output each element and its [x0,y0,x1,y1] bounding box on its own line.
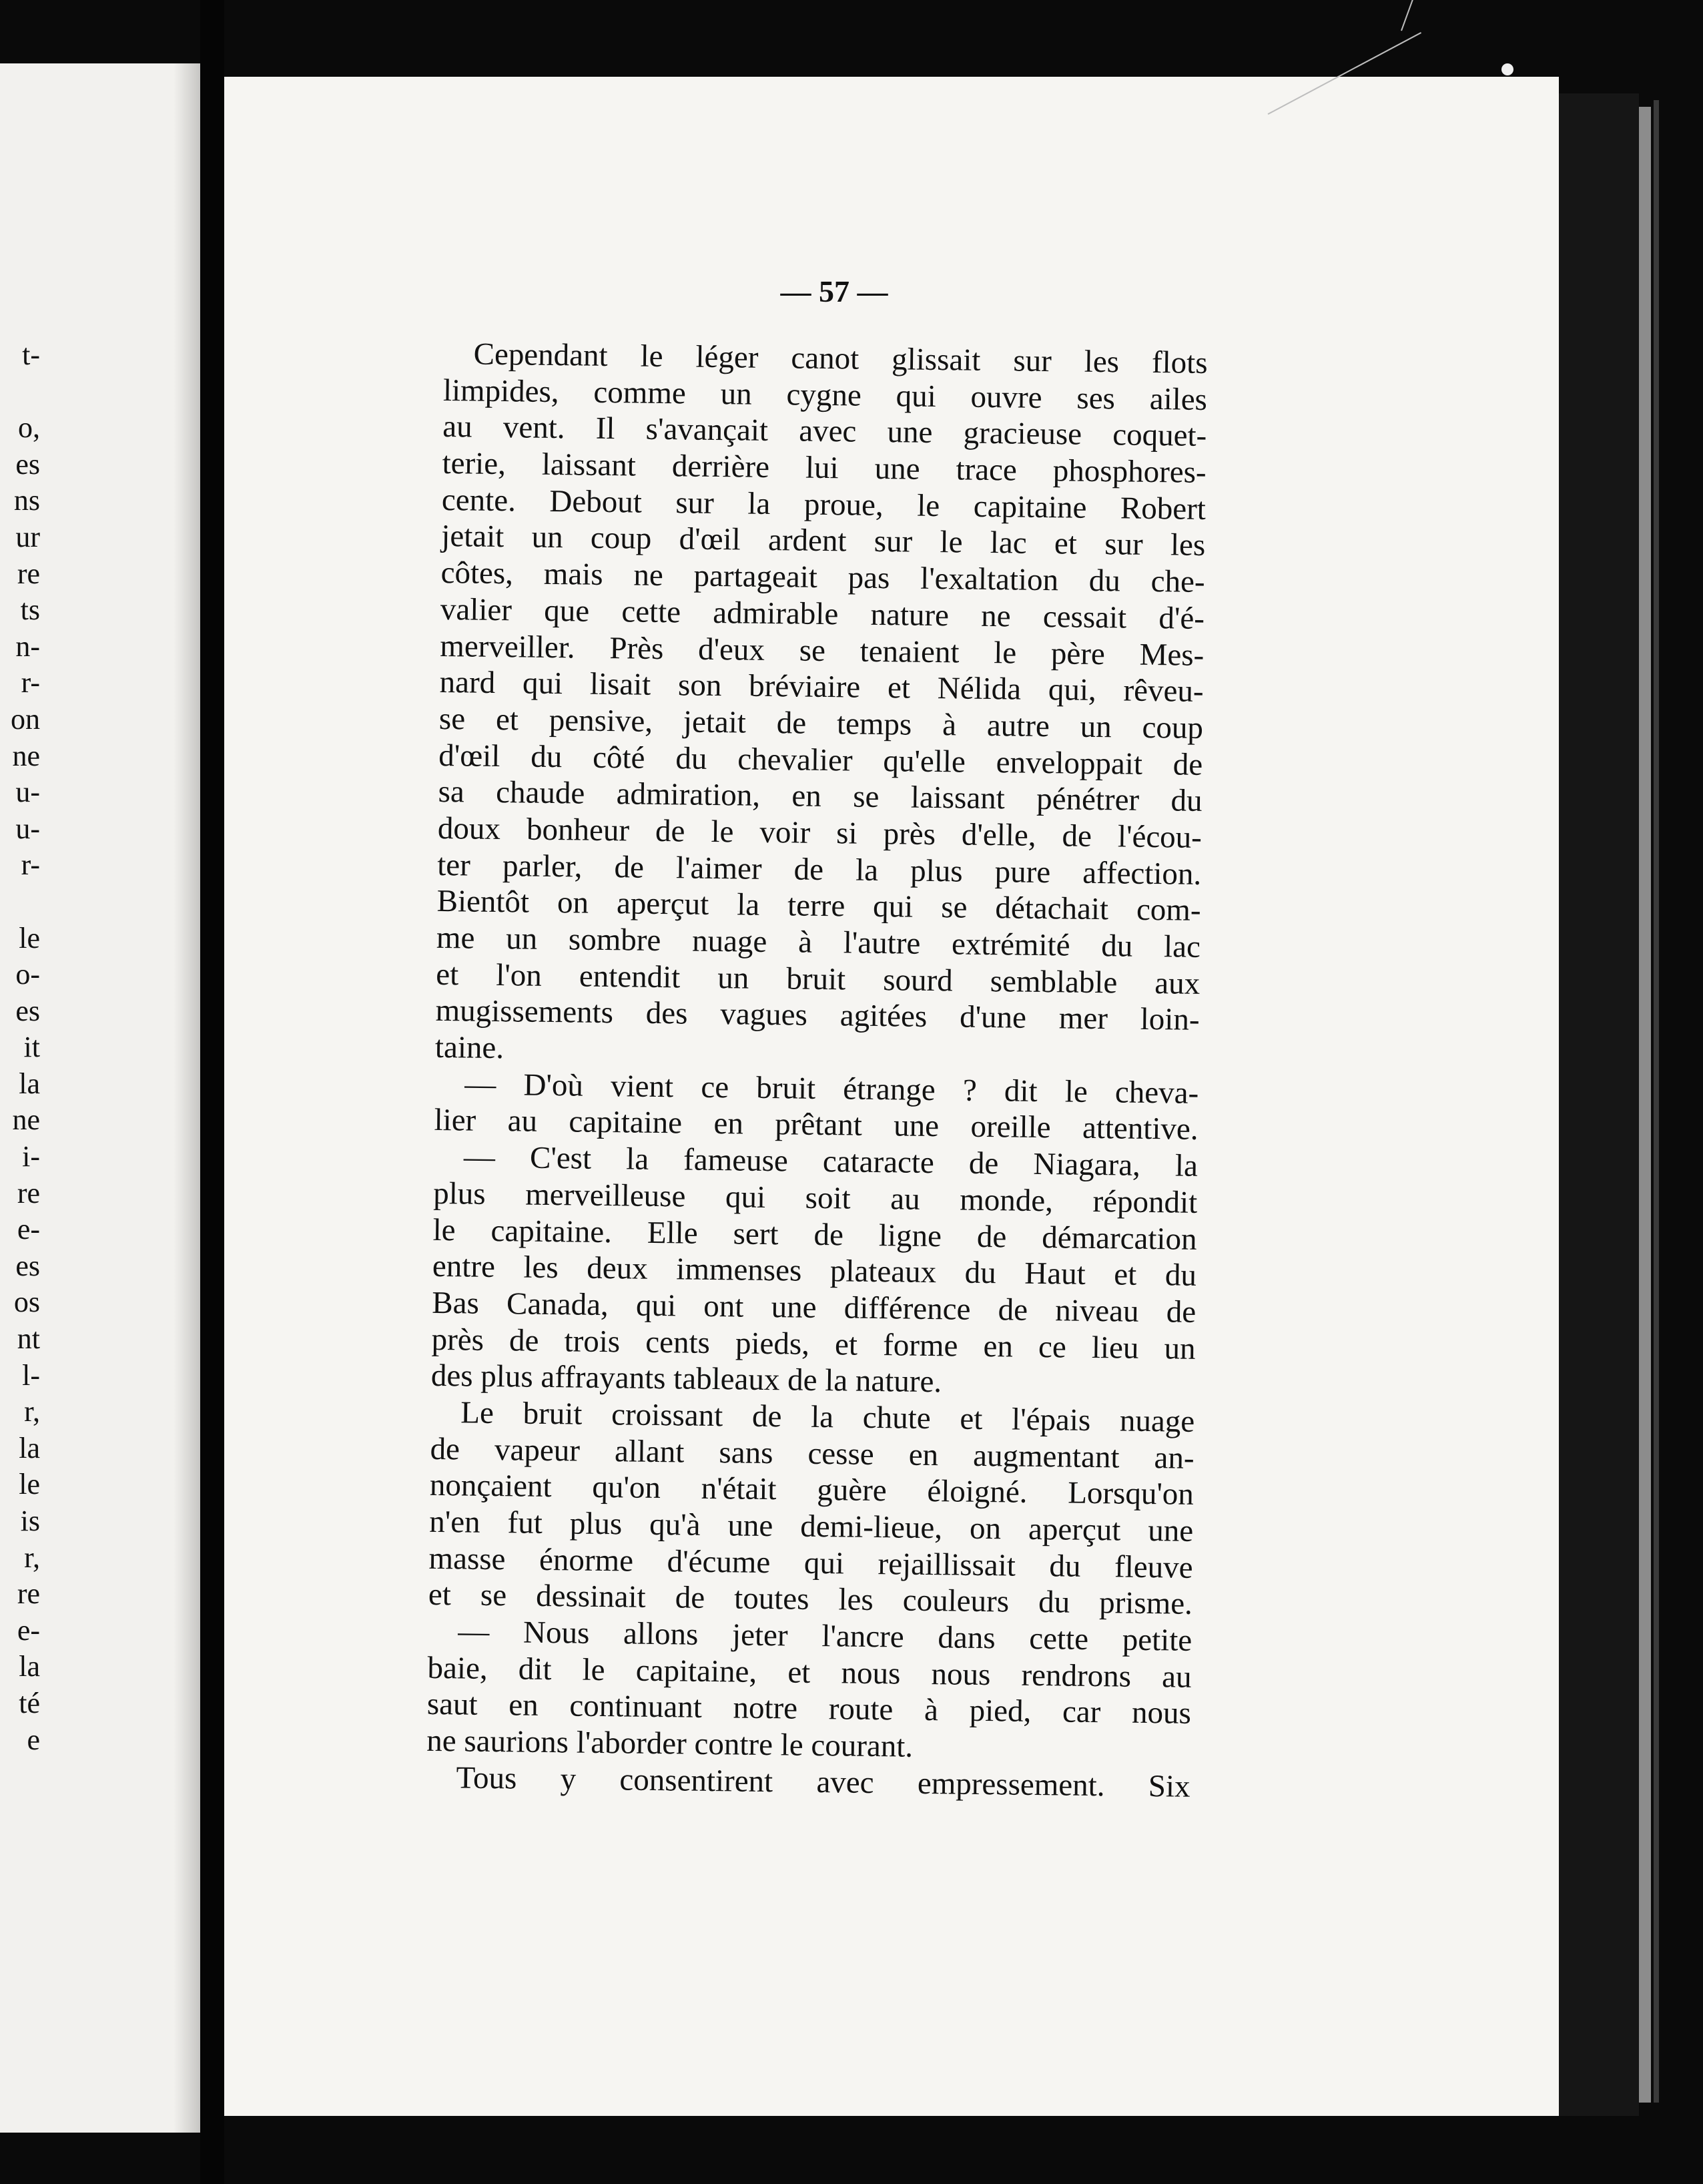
left-page-fragment: l- [22,1358,40,1392]
left-page-fragment: e [27,1723,40,1756]
left-page-fragment: re [17,1176,40,1209]
text-line: plus merveilleuse qui soit au monde, répondit [432,1175,1198,1220]
left-page-fragment: nt [17,1322,40,1356]
text-line: sa chaude admiration, en se laissant pénétrer du [438,774,1203,819]
text-line: merveiller. Près d'eux se tenaient le père Mes- [440,628,1205,673]
text-line: saut en continuant notre route à pied, car nous [426,1687,1192,1731]
text-line: me un sombre nuage à l'autre extrémité du lac [436,920,1201,965]
text-line: des plus affrayants tableaux de la nature. [430,1358,942,1400]
left-page-fragment: i- [22,1140,40,1173]
left-page-fragment: ts [20,593,40,627]
text-line: masse énorme d'écume qui rejaillissait du fleuve [428,1541,1193,1585]
text-line: entre les deux immenses plateaux du Haut et du [432,1249,1197,1294]
left-page-fragment: e- [17,1213,40,1246]
text-line: nard qui lisait son bréviaire et Nélida qui, rêveu- [439,665,1204,710]
left-page-fragment: it [23,1031,40,1064]
left-page-fragment: la [19,1650,40,1683]
left-page-fragment: o- [15,958,40,991]
text-line: Tous y consentirent avec empressement. Six [456,1760,1190,1804]
left-page-fragment: r, [24,1541,40,1574]
text-line: Cependant le léger canot glissait sur les flots [473,336,1208,380]
left-page [0,63,200,2133]
gutter-shadow [174,63,200,2133]
text-line: Bas Canada, qui ont une différence de niveau de [431,1285,1197,1330]
text-line: d'œil du côté du chevalier qu'elle enveloppait de [438,738,1203,782]
left-page-fragment: re [17,1577,40,1611]
left-page-fragment: t- [22,338,40,371]
left-page-fragment: is [20,1505,40,1537]
text-line: — C'est la fameuse cataracte de Niagara, la [463,1139,1199,1184]
left-page-fragment: es [15,447,40,481]
text-line: au vent. Il s'avançait avec une gracieuse coquet- [442,409,1207,454]
dust-speck [1501,63,1513,75]
text-line: Le bruit croissant de la chute et l'épais nuage [460,1395,1195,1439]
left-page-fragment: n- [15,629,40,663]
left-page-fragment: ne [12,739,40,772]
page-number: — 57 — [780,274,888,308]
text-line: près de trois cents pieds, et forme en ce lieu un [431,1322,1196,1366]
left-page-fragment: le [19,921,40,954]
text-line: ter parler, de l'aimer de la plus pure affection. [436,847,1202,892]
right-page-edge [1559,93,1639,2116]
left-page-fragment: re [17,557,40,590]
left-page-fragment: o, [18,411,40,445]
left-page-fragment: r- [21,666,40,700]
text-line: limpides, comme un cygne qui ouvre ses ailes [442,372,1208,417]
body-text [426,336,1208,1805]
text-line: de vapeur allant sans cesse en augmentant an- [430,1431,1195,1476]
text-line: et l'on entendit un bruit sourd semblable aux [435,957,1201,1001]
text-line: le capitaine. Elle sert de ligne de démarcation [432,1212,1197,1257]
text-line: valier que cette admirable nature ne cessait d'é- [440,591,1205,636]
left-page-fragment: es [15,994,40,1027]
text-line: — D'où vient ce bruit étrange ? dit le cheva- [464,1067,1199,1111]
left-page-text-fragments [0,337,40,1758]
left-page-fragment: es [15,1249,40,1282]
left-page-fragment: on [11,702,40,736]
left-page-fragment: té [19,1686,40,1719]
text-line: côtes, mais ne partageait pas l'exaltation du che- [440,555,1205,600]
text-line: se et pensive, jetait de temps à autre un coup [438,701,1204,746]
left-page-fragment: r, [24,1395,40,1428]
left-page-fragment: la [19,1431,40,1464]
text-line: jetait un coup d'œil ardent sur le lac et sur les [441,519,1206,563]
text-line: lier au capitaine en prêtant une oreille attentive. [434,1103,1199,1147]
text-line: ne saurions l'aborder contre le courant. [426,1723,914,1764]
left-page-fragment: u- [15,812,40,845]
text-line: cente. Debout sur la proue, le capitaine Robert [441,482,1207,527]
text-line: mugissements des vagues agitées d'une mer loin- [435,993,1200,1038]
text-line: baie, dit le capitaine, et nous nous rendrons au [427,1650,1192,1695]
left-page-fragment: ur [15,520,40,553]
text-line: — Nous allons jeter l'ancre dans cette petite [457,1614,1193,1658]
left-page-fragment: e- [17,1613,40,1647]
text-line: doux bonheur de le voir si près d'elle, de l'écou- [437,810,1203,855]
page-gutter [200,0,224,2184]
text-line: terie, laissant derrière lui une trace phosphores- [442,446,1207,491]
text-line: taine. [434,1029,504,1066]
left-page-fragment: ne [12,1103,40,1137]
left-page-fragment [0,374,40,411]
text-line: nonçaient qu'on n'était guère éloigné. Lorsqu'on [429,1468,1195,1513]
right-page-edge-strip [1639,107,1651,2103]
left-page-fragment: os [13,1286,40,1319]
left-page-fragment: ns [13,484,40,517]
left-page-fragment: u- [15,776,40,809]
text-line: et se dessinait de toutes les couleurs du prisme. [428,1577,1193,1622]
hair-scratch [1401,0,1423,31]
left-page-fragment [0,884,40,920]
right-page-edge-line [1654,100,1659,2103]
left-page-fragment: r- [21,848,40,882]
left-page-fragment: le [19,1468,40,1501]
text-line: n'en fut plus qu'à une demi-lieue, on aperçut une [428,1504,1194,1549]
left-page-fragment: la [19,1067,40,1100]
text-line: Bientôt on aperçut la terre qui se détachait com- [436,884,1201,928]
